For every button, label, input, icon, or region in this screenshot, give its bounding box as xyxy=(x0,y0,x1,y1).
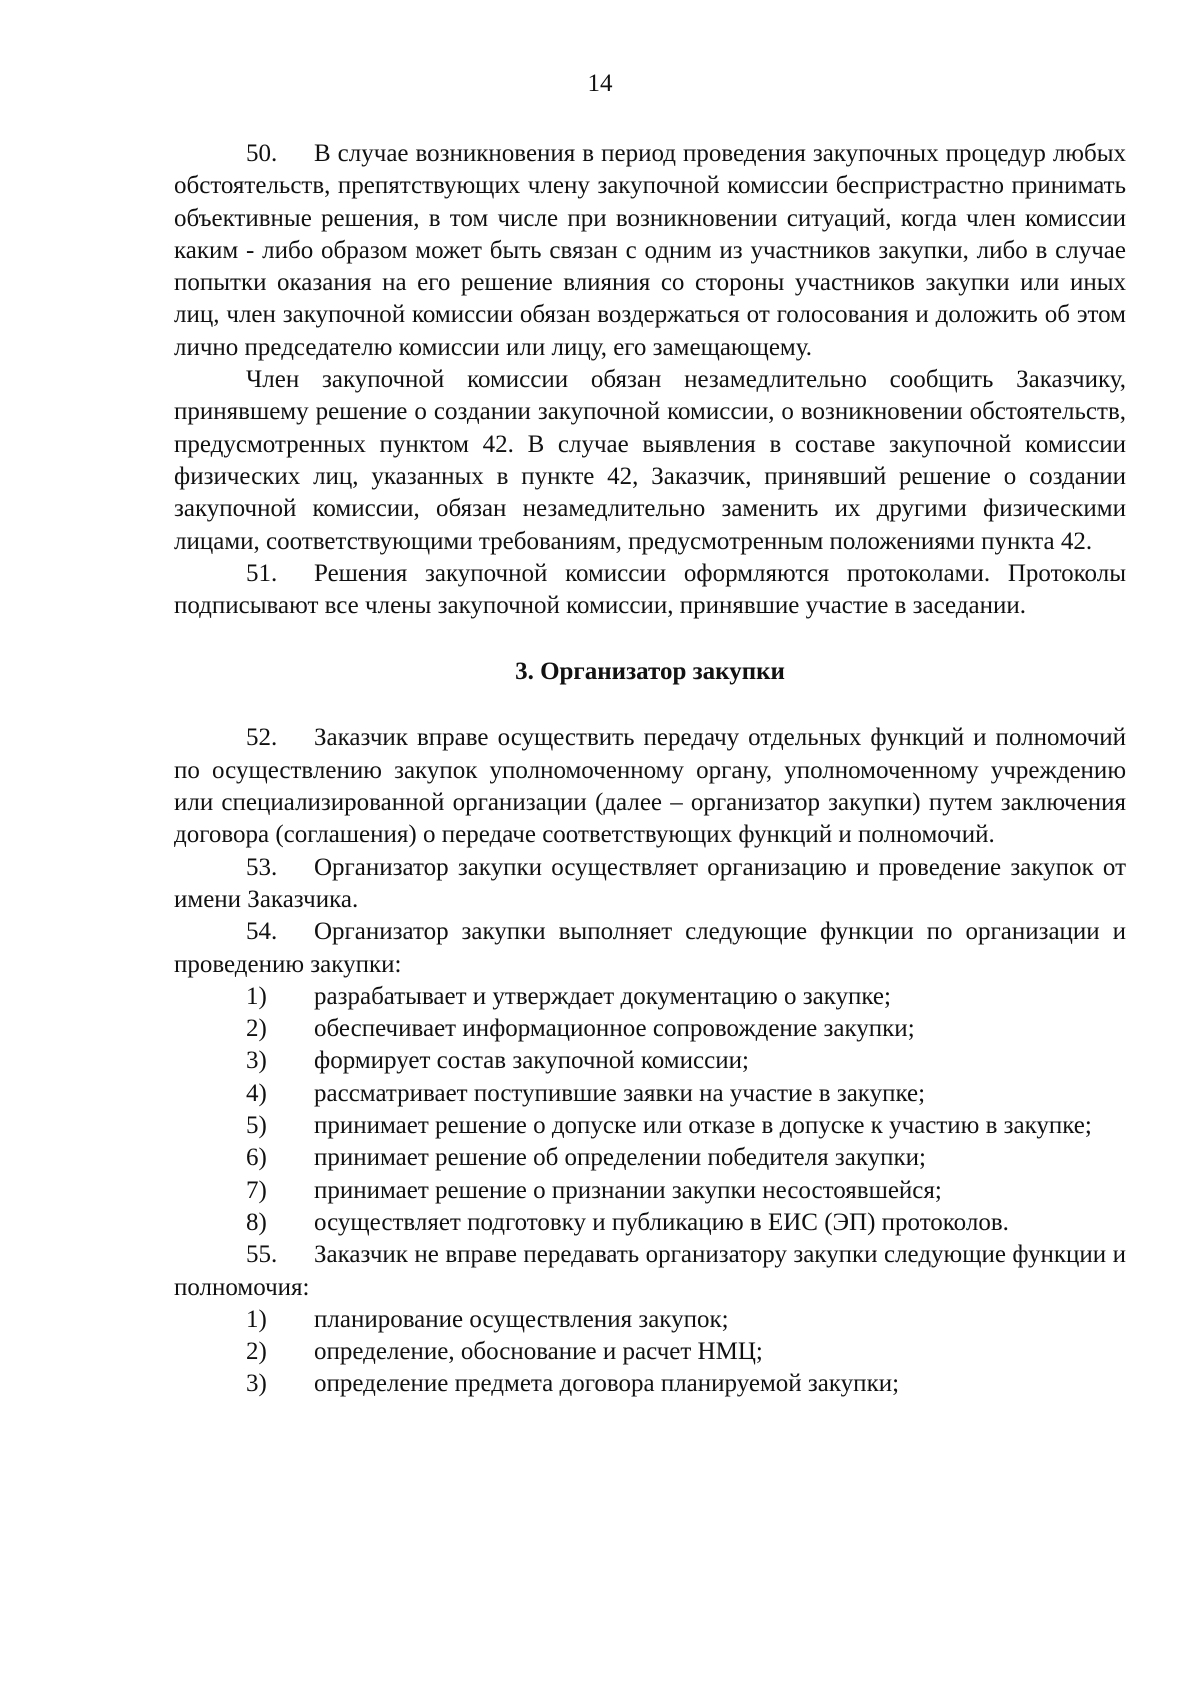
paragraph-50-continued xyxy=(174,364,1126,558)
list-item xyxy=(174,1336,1126,1368)
paragraph-55 xyxy=(174,1239,1126,1304)
paragraph-51 xyxy=(174,558,1126,623)
paragraph-number: 50. xyxy=(246,140,278,167)
list-item-number: 8) xyxy=(246,1208,267,1236)
list-item-number: 2) xyxy=(246,1015,267,1043)
list-item-text: принимает решение о признании закупки несостоявшейся; xyxy=(314,1176,942,1204)
paragraph-text: Заказчик не вправе передавать организатору закупки следующие функции и полномочия: xyxy=(174,1241,1126,1301)
paragraph-text: Организатор закупки выполняет следующие функции по организации и проведению закупки: xyxy=(174,918,1126,978)
paragraph-53 xyxy=(174,852,1126,917)
section-heading: 3. Организатор закупки xyxy=(515,658,785,686)
list-item-text: принимает решение об определении победителя закупки; xyxy=(314,1144,926,1172)
list-item xyxy=(174,1304,1126,1336)
list-item xyxy=(174,1142,1126,1174)
paragraph-text: Решения закупочной комиссии оформляются протоколами. Протоколы подписывают все члены закупочной комиссии, принявшие участие в заседании. xyxy=(174,559,1126,620)
paragraph-50 xyxy=(174,138,1126,364)
paragraph-number: 55. xyxy=(246,1241,278,1269)
list-item-text: разрабатывает и утверждает документацию о закупке; xyxy=(314,982,891,1010)
list-item-text: рассматривает поступившие заявки на участие в закупке; xyxy=(314,1079,926,1107)
paragraph-text: Член закупочной комиссии обязан незамедлительно сообщить Заказчику, принявшему решение о создании закупочной комиссии, о возникновении обстоятельств, предусмотренных пунктом 42. В случае выявления в составе закупочной комиссии физических лиц, указанных в пункте 42, Заказчик, принявший решение о создании закупочной комиссии, обязан незамедлительно заменить их другими физическими лицами, соответствующими требованиям, предусмотренным положениями пункта 42. xyxy=(174,366,1126,555)
list-item xyxy=(174,981,1126,1013)
page-number: 14 xyxy=(587,70,613,97)
paragraph-54 xyxy=(174,916,1126,981)
list-item-number: 2) xyxy=(246,1338,267,1366)
paragraph-number: 53. xyxy=(246,853,278,881)
paragraph-text: В случае возникновения в период проведения закупочных процедур любых обстоятельств, препятствующих члену закупочной комиссии беспристрастно принимать объективные решения, в том числе при возникновении ситуаций, когда член комиссии каким - либо образом может быть связан с одним из участников закупки, либо в случае попытки оказания на его решение влияния со стороны участников закупки или иных лиц, член закупочной комиссии обязан воздержаться от голосования и доложить об этом лично председателю комиссии или лицу, его замещающему. xyxy=(174,140,1126,361)
list-item-text: принимает решение о допуске или отказе в допуске к участию в закупке; xyxy=(314,1112,1092,1140)
list-item-number: 3) xyxy=(246,1370,267,1398)
list-item xyxy=(174,1078,1126,1110)
document-body xyxy=(174,138,1126,1401)
paragraph-number: 52. xyxy=(246,724,278,752)
list-item xyxy=(174,1013,1126,1045)
list-item-text: осуществляет подготовку и публикацию в ЕИС (ЭП) протоколов. xyxy=(314,1208,1009,1236)
list-item-number: 5) xyxy=(246,1112,267,1140)
list-item xyxy=(174,1175,1126,1207)
list-item-number: 1) xyxy=(246,982,267,1010)
list-item-number: 7) xyxy=(246,1176,267,1204)
list-item xyxy=(174,1110,1126,1142)
list-item-text: определение, обоснование и расчет НМЦ; xyxy=(314,1338,763,1366)
list-item-text: планирование осуществления закупок; xyxy=(314,1305,729,1333)
list-item-number: 3) xyxy=(246,1047,267,1075)
list-item-number: 6) xyxy=(246,1144,267,1172)
paragraph-52 xyxy=(174,722,1126,851)
paragraph-number: 54. xyxy=(246,918,278,946)
paragraph-text: Организатор закупки осуществляет организацию и проведение закупок от имени Заказчика. xyxy=(174,853,1126,913)
list-item xyxy=(174,1368,1126,1400)
list-item-number: 1) xyxy=(246,1305,267,1333)
paragraph-number: 51. xyxy=(246,559,278,587)
list-item-number: 4) xyxy=(246,1079,267,1107)
paragraph-text: Заказчик вправе осуществить передачу отдельных функций и полномочий по осуществлению закупок уполномоченному органу, уполномоченному учреждению или специализированной организации (далее – организатор закупки) путем заключения договора (соглашения) о передаче соответствующих функций и полномочий. xyxy=(174,724,1126,849)
list-item-text: определение предмета договора планируемой закупки; xyxy=(314,1370,900,1398)
list-item-text: формирует состав закупочной комиссии; xyxy=(314,1047,749,1075)
list-item-text: обеспечивает информационное сопровождение закупки; xyxy=(314,1015,915,1043)
list-item xyxy=(174,1207,1126,1239)
list-item xyxy=(174,1045,1126,1077)
